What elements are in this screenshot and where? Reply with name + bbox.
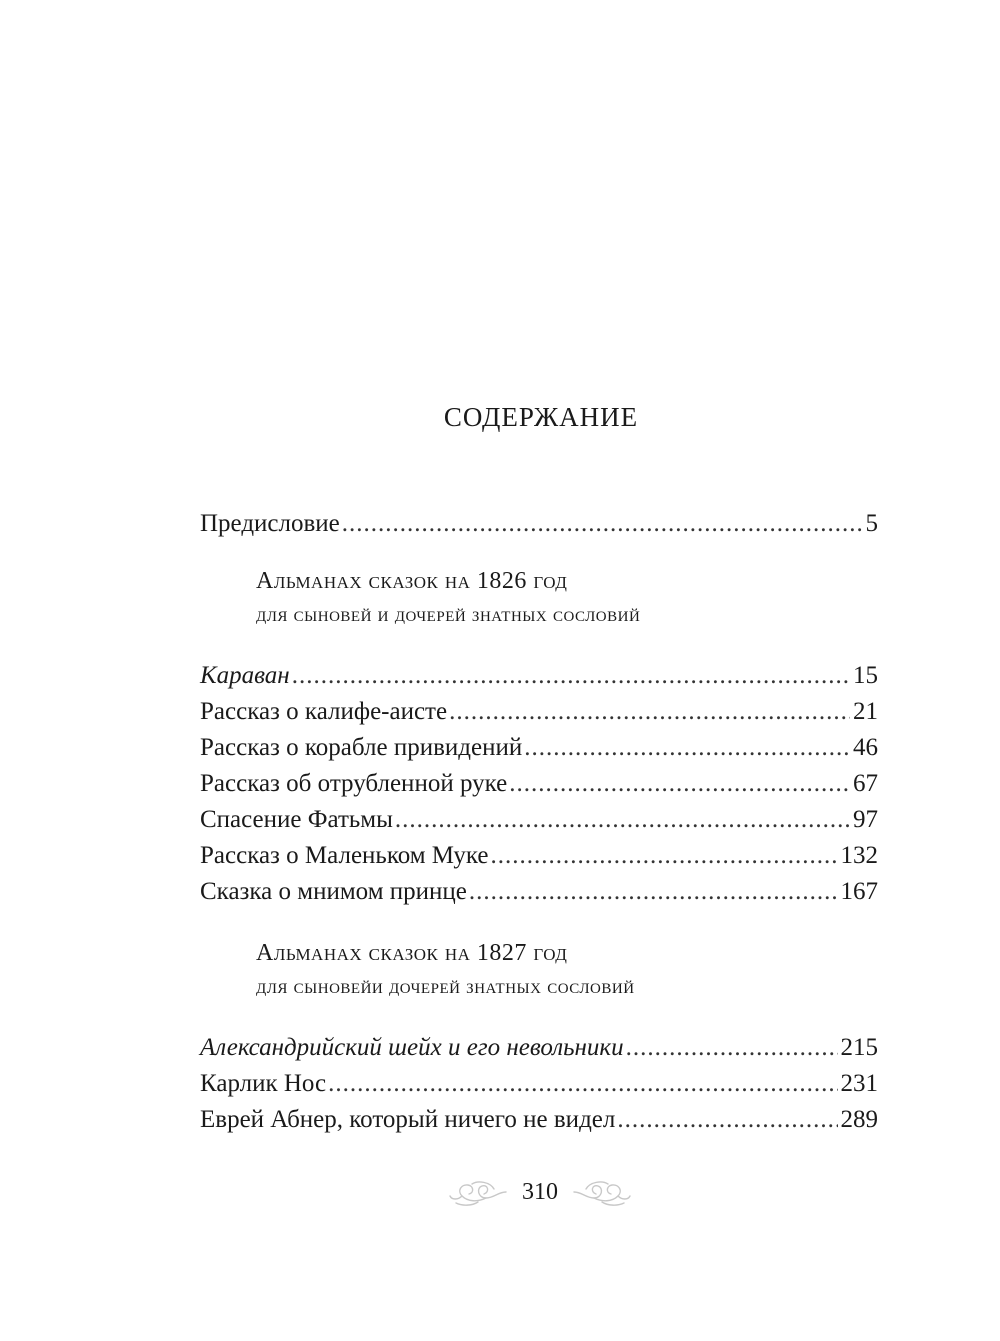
dot-leader (449, 694, 850, 730)
dot-leader (328, 1066, 837, 1102)
toc-entry[interactable] (200, 1066, 878, 1102)
toc-entry-page: 5 (865, 510, 878, 537)
dot-leader (626, 1030, 838, 1066)
toc-entry[interactable] (200, 1030, 878, 1066)
toc-entry-page: 167 (840, 878, 878, 905)
toc-entry[interactable] (200, 766, 878, 802)
toc-entry-preface[interactable] (200, 506, 878, 542)
page-number: 310 (522, 1178, 558, 1205)
toc-entry-title: Карлик Нос (200, 1070, 327, 1097)
toc-entry[interactable] (200, 838, 878, 874)
section-heading-line1: Альманах сказок на 1826 год (256, 568, 568, 594)
toc-entry-title: Рассказ об отрубленной руке (200, 770, 508, 797)
section-heading-1826 (256, 566, 816, 629)
toc-entry-page: 21 (853, 698, 878, 725)
toc-entry[interactable] (200, 730, 878, 766)
dot-leader (292, 658, 850, 694)
section-heading-line1: Альманах сказок на 1827 год (256, 940, 568, 966)
toc-entry[interactable] (200, 658, 878, 694)
swirl-ornament-right-icon (572, 1176, 632, 1208)
section-heading-1827 (256, 938, 816, 1001)
toc-entry[interactable] (200, 802, 878, 838)
dot-leader (524, 730, 850, 766)
swirl-ornament-left-icon (448, 1176, 508, 1208)
toc-entry-page: 15 (853, 662, 878, 689)
dot-leader (342, 506, 863, 542)
toc-entry-page: 97 (853, 806, 878, 833)
toc-entry-page: 289 (840, 1106, 878, 1133)
toc-entry-title: Рассказ о Маленьком Муке (200, 842, 489, 869)
toc-entry-title: Предисловие (200, 510, 340, 537)
toc-entry-title: Рассказ о корабле привидений (200, 734, 523, 761)
section-heading-line2: для сыновейи дочерей знатных сословий (256, 974, 635, 998)
toc-entry-page: 46 (853, 734, 878, 761)
toc-entry-title: Еврей Абнер, который ничего не видел (200, 1106, 616, 1133)
toc-entry-page: 231 (840, 1070, 878, 1097)
toc-entry-page: 215 (840, 1034, 878, 1061)
toc-entry-page: 132 (840, 842, 878, 869)
toc-entry[interactable] (200, 1102, 878, 1138)
toc-entry[interactable] (200, 874, 878, 910)
toc-entry-page: 67 (853, 770, 878, 797)
toc-entry[interactable] (200, 694, 878, 730)
dot-leader (469, 874, 838, 910)
dot-leader (395, 802, 850, 838)
toc-entry-title: Спасение Фатьмы (200, 806, 393, 833)
page-footer (440, 1172, 640, 1212)
toc-entry-title: Рассказ о калифе-аисте (200, 698, 448, 725)
dot-leader (491, 838, 838, 874)
dot-leader (509, 766, 850, 802)
toc-entry-title: Караван (200, 662, 290, 689)
toc-entry-title: Сказка о мнимом принце (200, 878, 467, 905)
toc-entry-title: Александрийский шейх и его невольники (200, 1034, 624, 1061)
page-title: СОДЕРЖАНИЕ (443, 402, 639, 432)
dot-leader (617, 1102, 837, 1138)
section-heading-line2: для сыновей и дочерей знатных сословий (256, 602, 641, 626)
